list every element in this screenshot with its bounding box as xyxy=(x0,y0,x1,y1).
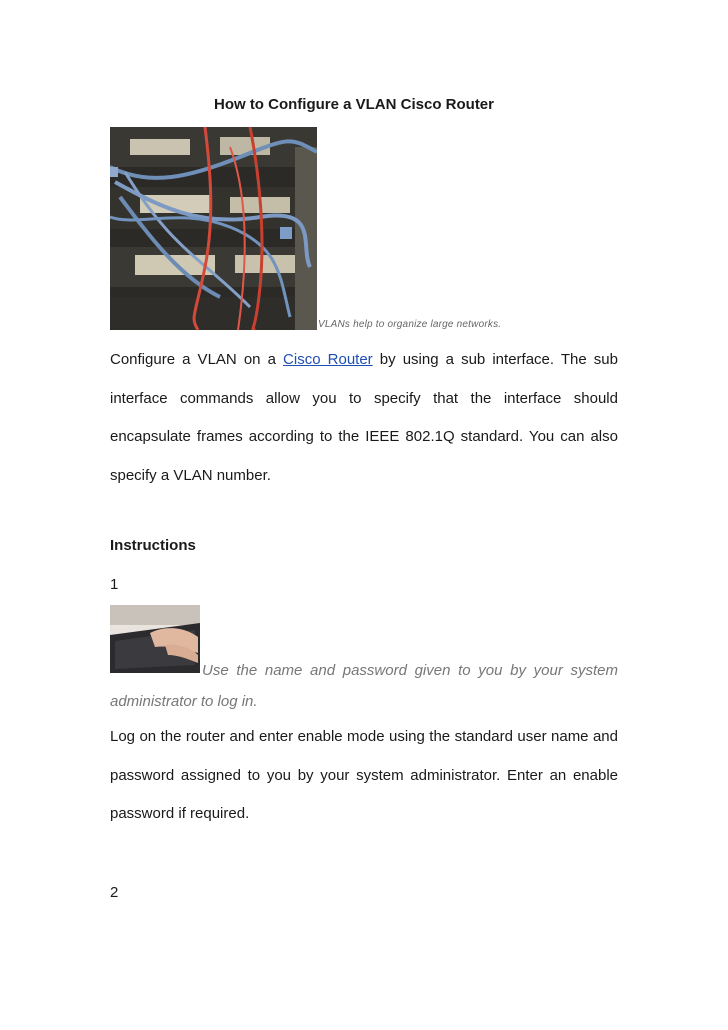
step-1-text: Log on the router and enter enable mode using the standard user name and password assigned to you by your system administrator. Enter an enable password if required. xyxy=(110,728,618,822)
step-number-1: 1 xyxy=(110,576,119,593)
image-caption: VLANs help to organize large networks. xyxy=(318,319,502,330)
cisco-router-link[interactable]: Cisco Router xyxy=(283,351,373,368)
intro-paragraph xyxy=(110,341,618,495)
step-number-2: 2 xyxy=(110,884,119,901)
intro-text-cont: by using a sub interface. The sub interface commands allow you to specify that the interface should encapsulate frames according to the IEEE 802.1Q standard. You can also specify a VLAN number. xyxy=(110,351,618,484)
document-title: How to Configure a VLAN Cisco Router xyxy=(213,96,494,113)
network-cables-photo xyxy=(110,127,317,330)
intro-text: Configure a VLAN on a xyxy=(110,351,284,368)
step-1-image-caption: Use the name and password given to you by your system administrator to log in. xyxy=(110,662,618,710)
instructions-heading: Instructions xyxy=(110,537,196,554)
